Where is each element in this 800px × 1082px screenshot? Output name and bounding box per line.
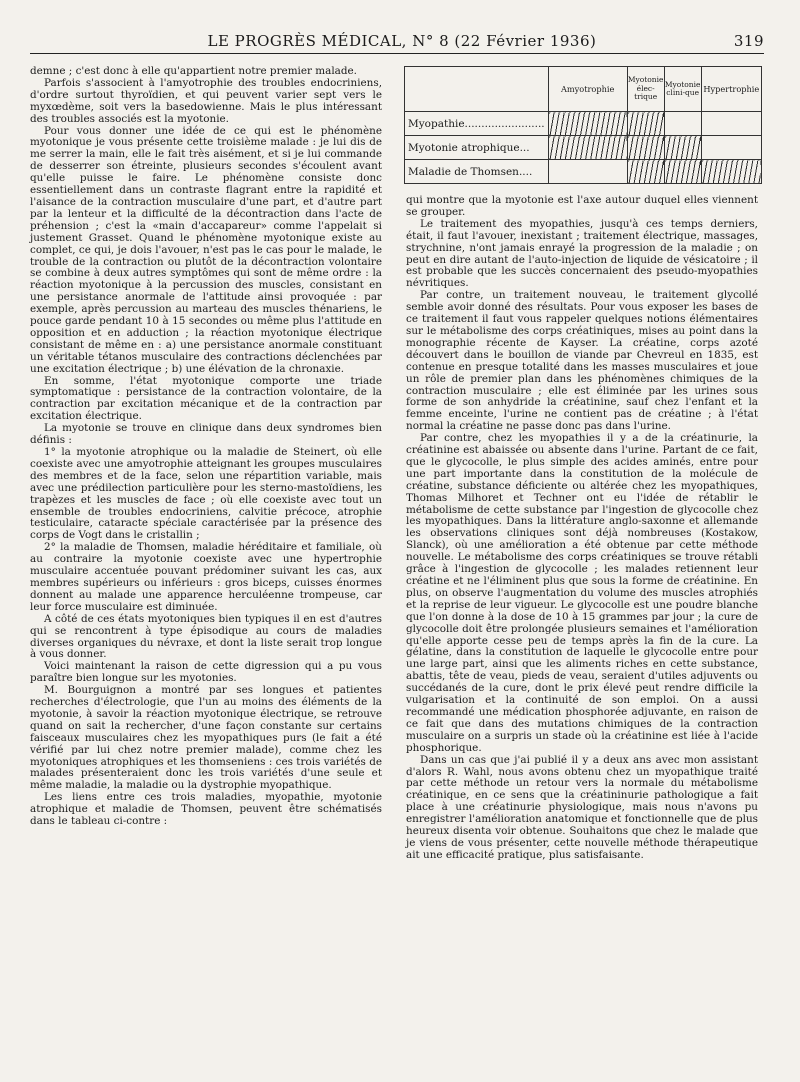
hatched-cell (548, 136, 627, 160)
hatched-cell (664, 160, 701, 184)
paragraph: Parfois s'associent à l'amyotrophie des troubles endocriniens, d'ordre surtout thyroïdien, et qui peuvent varier sept vers le myxœdème, soit vers la basedowienne. Mais le plus intéressant des troubles associés est la myotonie. (30, 76, 382, 125)
left-column (30, 66, 382, 828)
empty-cell (548, 160, 627, 184)
paragraph: Pour vous donner une idée de ce qui est le phénomène myotonique je vous présente cette troisième malade : je lui dis de me serrer la main, elle le fait très aisément, et si je lui commande de desserrer son étreinte, plusieurs secondes s'écoulent avant qu'elle puisse le faire. Le phénomène consiste donc essentiellement dans un contraste flagrant entre la rapidité et l'aisance de la contraction musculaire d'une part, et d'autre part par la lenteur et la difficulté de la décontraction dans l'acte de préhension ; c'est la «main d'accapareur» comme l'appelait si justement Grasset. Quand le phénomène myotonique existe au complet, ce qui, je dois l'avouer, n'est pas le cas pour le malade, le trouble de la contraction ou plutôt de la décontraction volontaire se combine à deux autres symptômes qui sont de même ordre : la réaction myotonique à la percussion des muscles, consistant en une persistance anormale de l'attitude ainsi provoquée : par exemple, après percussion au marteau des muscles thénariens, le pouce garde pendant 10 à 15 secondes ou même plus l'attitude en opposition et en adduction ; la réaction myotonique électrique consistant de même en : a) une persistance anormale constituant un véritable tétanos musculaire des contractions déclenchées par une excitation électrique ; b) une élévation de la chronaxie. (30, 124, 382, 375)
right-column (406, 195, 758, 862)
hatched-cell (627, 160, 664, 184)
empty-cell (701, 136, 761, 160)
row-label: Myotonie atrophique... (405, 136, 549, 160)
myopathy-table (404, 66, 762, 184)
page-number: 319 (733, 32, 764, 50)
paragraph: Voici maintenant la raison de cette digression qui a pu vous paraître bien longue sur les myotonies. (30, 660, 382, 685)
hatched-cell (548, 112, 627, 136)
column-header: Amyotrophie (548, 67, 627, 112)
table-corner (405, 67, 549, 112)
paragraph: A côté de ces états myotoniques bien typiques il en est d'autres qui se rencontrent à type épisodique au cours de maladies diverses organiques du névraxe, et dont la liste serait trop longue à vous donner. (30, 612, 382, 661)
hatched-cell (701, 160, 761, 184)
table-row (405, 112, 762, 136)
column-header: Myotonie élec-trique (627, 67, 664, 112)
paragraph: En somme, l'état myotonique comporte une triade symptomatique : persistance de la contraction volontaire, de la contraction par excitation mécanique et de la contraction par excitation électrique. (30, 374, 382, 423)
hatched-cell (627, 112, 664, 136)
column-header: Myotonie clini-que (664, 67, 701, 112)
paragraph: 1° la myotonie atrophique ou la maladie de Steinert, où elle coexiste avec une amyotrophie atteignant les groupes musculaires des membres et de la face, selon une répartition variable, mais avec une prédilection particulière pour les sterno-mastoïdiens, les trapèzes et les muscles de face ; où elle coexiste avec tout un ensemble de troubles endocriniens, calvitie précoce, atrophie testiculaire, cataracte spéciale caractérisée par la présence des corps de Vogt dans le cristallin ; (30, 446, 382, 542)
row-label: Myopathie........................ (405, 112, 549, 136)
hatched-cell (627, 136, 664, 160)
paragraph: Par contre, un traitement nouveau, le traitement glycollé semble avoir donné des résultats. Pour vous exposer les bases de ce traitement il faut vous rappeler quelques notions élémentaires sur le métabolisme des corps créatiniques, mises au point dans la monographie récente de Kayser. La créatine, corps azoté découvert dans le bouillon de viande par Chevreul en 1835, est contenue en presque totalité dans les masses musculaires et joue un rôle de premier plan dans les phénomènes chimiques de la contraction musculaire ; elle est éliminée par les urines sous forme de son anhydride la créatinine, sauf chez l'enfant et la femme enceinte, l'urine ne contient pas de créatine ; à l'état normal la créatine ne passe donc pas dans l'urine. (406, 289, 758, 433)
running-head (30, 28, 764, 54)
empty-cell (701, 112, 761, 136)
paragraph: Par contre, chez les myopathies il y a de la créatinurie, la créatinine est abaissée ou absente dans l'urine. Partant de ce fait, que le glycocolle, le plus simple des acides aminés, entre pour une part importante dans la constitution de la molécule de créatine, substance déficiente ou altérée chez les myopathiques, Thomas Milhoret et Techner ont eu l'idée de rétablir le métabolisme de cette substance par l'ingestion de glycocolle chez les myopathiques. Dans la littérature anglo-saxonne et allemande les observations cliniques sont déjà nombreuses (Kostakow, Slanck), où une amélioration a été obtenue par cette méthode nouvelle. Le métabolisme des corps créatiniques se trouve rétabli grâce à l'ingestion de glycocolle ; les malades retiennent leur créatine et ne l'éliminent plus que sous la forme de créatinine. En plus, on observe l'augmentation du volume des muscles atrophiés et la reprise de leur vigueur. Le glycocolle est une poudre blanche que l'on donne à la dose de 10 à 15 grammes par jour ; la cure de glycocolle doit être prolongée plusieurs semaines et l'amélioration qu'elle apporte cesse peu de temps après la fin de la cure. La gélatine, dans la constitution de laquelle le glycocolle entre pour une large part, ainsi que les aliments riches en cette substance, abattis, tête de veau, pieds de veau, seraient d'utiles adjuvents ou succédanés de la cure, dont le prix élevé peut rendre difficile la vulgarisation et la continuité de son emploi. On a aussi recommandé une médication phosphorée adjuvante, en raison de ce fait que dans des mutations chimiques de la contraction musculaire on a surpris un stade où la créatinine est liée à l'acide phosphorique. (406, 432, 758, 754)
paragraph: M. Bourguignon a montré par ses longues et patientes recherches d'électrologie, que l'un au moins des éléments de la myotonie, à savoir la réaction myotonique électrique, se retrouve quand on sait la rechercher, d'une façon constante sur certains faisceaux musculaires chez les myopathiques purs (le fait a été vérifié par lui chez notre premier malade), comme chez les myotoniques atrophiques et les thomseniens : ces trois variétés de malades présenteraient donc les trois variétés d'une seule et même maladie, la maladie ou la dystrophie myopathique. (30, 684, 382, 792)
paragraph: Dans un cas que j'ai publié il y a deux ans avec mon assistant d'alors R. Wahl, nous avons obtenu chez un myopathique traité par cette méthode un retour vers la normale du métabolisme créatinique, en ce sens que la créatininurie pathologique a fait place à une créatinurie physiologique, mais nous n'avons pu enregistrer l'amélioration anatomique et fonctionnelle que de plus heureux disenta voir obtenue. Souhaitons que chez le malade que je viens de vous présenter, cette nouvelle méthode thérapeutique ait une efficacité pratique, plus satisfaisante. (406, 753, 758, 861)
paragraph: Les liens entre ces trois maladies, myopathie, myotonie atrophique et maladie de Thomsen, peuvent être schématisés dans le tableau ci-contre : (30, 791, 382, 828)
paragraph: La myotonie se trouve en clinique dans deux syndromes bien définis : (30, 422, 382, 447)
table-row (405, 160, 762, 184)
table-header-row (405, 67, 762, 112)
paragraph: qui montre que la myotonie est l'axe autour duquel elles viennent se grouper. (406, 194, 758, 218)
empty-cell (664, 112, 701, 136)
table-row (405, 136, 762, 160)
paragraph: demne ; c'est donc à elle qu'appartient notre premier malade. (30, 65, 357, 77)
column-header: Hypertrophie (701, 67, 761, 112)
paragraph: 2° la maladie de Thomsen, maladie héréditaire et familiale, où au contraire la myotonie coexiste avec une hypertrophie musculaire accentuée pouvant prédominer suivant les cas, aux membres supérieurs ou inférieurs : gros biceps, cuisses énormes donnent au malade une apparence herculéenne trompeuse, car leur force musculaire est diminuée. (30, 541, 382, 613)
paragraph: Le traitement des myopathies, jusqu'à ces temps derniers, était, il faut l'avouer, inexistant ; traitement électrique, massages, strychnine, n'ont jamais enrayé la progression de la maladie ; on peut en dire autant de l'auto-injection de liquide de vésicatoire ; il est probable que les succès concernaient des pseudo-myopathies névritiques. (406, 217, 758, 290)
hatched-cell (664, 136, 701, 160)
journal-title: LE PROGRÈS MÉDICAL, N° 8 (22 Février 1936) (207, 32, 597, 50)
row-label: Maladie de Thomsen.... (405, 160, 549, 184)
